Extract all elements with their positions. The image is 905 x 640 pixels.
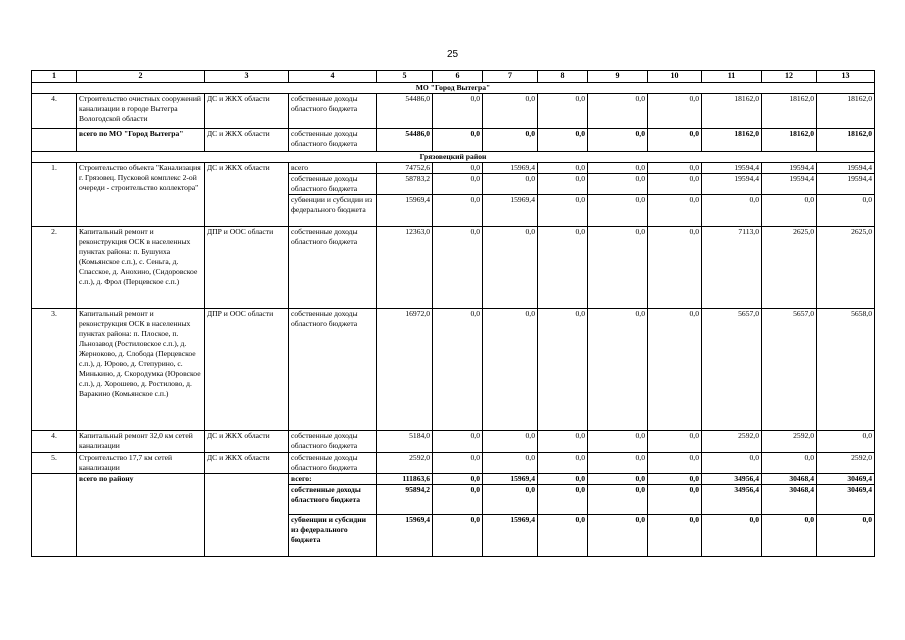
total-row (32, 129, 875, 152)
column-header: 3 (205, 71, 289, 83)
value-cell: 0,0 (588, 485, 648, 515)
value-cell: 95894,2 (377, 485, 433, 515)
funding-source: собственные доходы областного бюджета (289, 309, 377, 431)
value-cell: 0,0 (483, 453, 538, 474)
value-cell: 0,0 (538, 309, 588, 431)
value-cell: 5658,0 (817, 309, 875, 431)
column-header: 13 (817, 71, 875, 83)
row-number: 4. (32, 94, 77, 129)
funding-source: всего (289, 163, 377, 174)
value-cell: 0,0 (483, 309, 538, 431)
budget-table (31, 70, 875, 557)
column-header: 8 (538, 71, 588, 83)
value-cell: 16972,0 (377, 309, 433, 431)
column-header: 9 (588, 71, 648, 83)
value-cell: 0,0 (433, 485, 483, 515)
value-cell: 0,0 (817, 431, 875, 453)
value-cell: 0,0 (762, 515, 817, 557)
section-title-row (32, 83, 875, 94)
value-cell: 0,0 (433, 195, 483, 227)
value-cell: 19594,4 (817, 174, 875, 195)
value-cell: 0,0 (648, 485, 702, 515)
responsible (205, 474, 289, 557)
value-cell: 0,0 (538, 227, 588, 309)
value-cell: 0,0 (762, 453, 817, 474)
funding-source: субвенции и субсидии из федерального бюджета (289, 195, 377, 227)
column-header: 7 (483, 71, 538, 83)
value-cell: 5184,0 (377, 431, 433, 453)
value-cell: 5657,0 (762, 309, 817, 431)
value-cell: 7113,0 (702, 227, 762, 309)
measure-name: Капитальный ремонт и реконструкция ОСК в населенных пунктах района: п. Бушуиха (Комьянское с.п.), с. Сеньга, д. Спасское, д. Анохино, (Сидоровское с.п.), д. Фрол (Перцевское с.п.) (77, 227, 205, 309)
value-cell: 0,0 (483, 129, 538, 152)
row-number: 3. (32, 309, 77, 431)
responsible: ДПР и ООС области (205, 227, 289, 309)
value-cell: 0,0 (648, 309, 702, 431)
responsible: ДС и ЖКХ области (205, 453, 289, 474)
responsible: ДПР и ООС области (205, 309, 289, 431)
value-cell: 15969,4 (483, 195, 538, 227)
value-cell: 2592,0 (702, 431, 762, 453)
table-header-row (32, 71, 875, 83)
value-cell: 0,0 (588, 474, 648, 485)
value-cell: 30469,4 (817, 474, 875, 485)
responsible: ДС и ЖКХ области (205, 431, 289, 453)
value-cell: 18162,0 (702, 129, 762, 152)
section-title: Грязовецкий район (32, 152, 875, 163)
column-header: 10 (648, 71, 702, 83)
value-cell: 18162,0 (762, 94, 817, 129)
funding-source: собственные доходы областного бюджета (289, 485, 377, 515)
value-cell: 0,0 (433, 94, 483, 129)
table-row (32, 163, 875, 174)
table-row (32, 309, 875, 431)
funding-source: субвенции и субсидии из федерального бюджета (289, 515, 377, 557)
value-cell: 0,0 (648, 174, 702, 195)
value-cell: 0,0 (648, 453, 702, 474)
value-cell: 0,0 (588, 195, 648, 227)
value-cell: 0,0 (538, 515, 588, 557)
page-number: 25 (446, 49, 459, 60)
value-cell: 0,0 (588, 94, 648, 129)
value-cell: 19594,4 (817, 163, 875, 174)
value-cell: 0,0 (433, 174, 483, 195)
value-cell: 0,0 (538, 195, 588, 227)
column-header: 4 (289, 71, 377, 83)
value-cell: 0,0 (817, 515, 875, 557)
total-row (32, 474, 875, 485)
value-cell: 30469,4 (817, 485, 875, 515)
column-header: 1 (32, 71, 77, 83)
value-cell: 0,0 (648, 474, 702, 485)
table-row (32, 431, 875, 453)
value-cell: 0,0 (817, 195, 875, 227)
value-cell: 0,0 (433, 515, 483, 557)
value-cell: 0,0 (538, 431, 588, 453)
measure-name: Капитальный ремонт 32,0 км сетей канализации (77, 431, 205, 453)
value-cell: 0,0 (648, 94, 702, 129)
value-cell: 0,0 (538, 474, 588, 485)
value-cell: 0,0 (648, 129, 702, 152)
value-cell: 18162,0 (762, 129, 817, 152)
value-cell: 0,0 (433, 227, 483, 309)
value-cell: 0,0 (483, 174, 538, 195)
funding-source: собственные доходы областного бюджета (289, 227, 377, 309)
value-cell: 18162,0 (702, 94, 762, 129)
value-cell: 15969,4 (483, 515, 538, 557)
value-cell: 0,0 (483, 431, 538, 453)
row-number: 1. (32, 163, 77, 227)
value-cell: 0,0 (538, 94, 588, 129)
value-cell: 0,0 (588, 227, 648, 309)
value-cell: 0,0 (702, 453, 762, 474)
value-cell: 0,0 (588, 431, 648, 453)
value-cell: 54486,0 (377, 129, 433, 152)
section-title: МО "Город Вытегра" (32, 83, 875, 94)
responsible: ДС и ЖКХ области (205, 94, 289, 129)
measure-name: Капитальный ремонт и реконструкция ОСК в населенных пунктах района: п. Плоское, п. Льнозавод (Ростиловское с.п.), д. Жерноково, д. Слобода (Перцевское с.п.), д. Юрово, д. Степурино, с. Минькино, д. Скородумка (Юровское с.п.), д. Хорошево, д. Ростилово, д. Варакино (Комьянское с.п.) (77, 309, 205, 431)
column-header: 6 (433, 71, 483, 83)
value-cell: 15969,4 (377, 195, 433, 227)
value-cell: 0,0 (483, 94, 538, 129)
column-header: 12 (762, 71, 817, 83)
value-cell: 19594,4 (762, 163, 817, 174)
value-cell: 0,0 (588, 453, 648, 474)
value-cell: 0,0 (538, 129, 588, 152)
value-cell: 2625,0 (817, 227, 875, 309)
row-number (32, 474, 77, 557)
value-cell: 0,0 (648, 227, 702, 309)
row-number: 4. (32, 431, 77, 453)
value-cell: 0,0 (588, 515, 648, 557)
column-header: 11 (702, 71, 762, 83)
value-cell: 2592,0 (377, 453, 433, 474)
value-cell: 74752,6 (377, 163, 433, 174)
row-number (32, 129, 77, 152)
value-cell: 2625,0 (762, 227, 817, 309)
value-cell: 0,0 (762, 195, 817, 227)
value-cell: 15969,4 (483, 474, 538, 485)
column-header: 5 (377, 71, 433, 83)
value-cell: 2592,0 (762, 431, 817, 453)
value-cell: 19594,4 (762, 174, 817, 195)
funding-source: собственные доходы областного бюджета (289, 453, 377, 474)
measure-name: Строительство очистных сооружений канализации в городе Вытегра Вологодской области (77, 94, 205, 129)
value-cell: 19594,4 (702, 174, 762, 195)
value-cell: 30468,4 (762, 474, 817, 485)
value-cell: 0,0 (538, 174, 588, 195)
value-cell: 0,0 (433, 309, 483, 431)
value-cell: 0,0 (483, 227, 538, 309)
value-cell: 34956,4 (702, 474, 762, 485)
value-cell: 58783,2 (377, 174, 433, 195)
value-cell: 0,0 (588, 309, 648, 431)
value-cell: 5657,0 (702, 309, 762, 431)
value-cell: 0,0 (433, 163, 483, 174)
measure-name: Строительство объекта "Канализация г. Грязовец. Пусковой комплекс 2-ой очереди - строительство коллектора" (77, 163, 205, 227)
column-header: 2 (77, 71, 205, 83)
value-cell: 2592,0 (817, 453, 875, 474)
value-cell: 19594,4 (702, 163, 762, 174)
value-cell: 18162,0 (817, 129, 875, 152)
row-number: 5. (32, 453, 77, 474)
funding-source: всего: (289, 474, 377, 485)
value-cell: 0,0 (433, 431, 483, 453)
table-row (32, 227, 875, 309)
value-cell: 54486,0 (377, 94, 433, 129)
value-cell: 0,0 (538, 485, 588, 515)
funding-source: собственные доходы областного бюджета (289, 174, 377, 195)
value-cell: 0,0 (648, 163, 702, 174)
value-cell: 18162,0 (817, 94, 875, 129)
value-cell: 0,0 (648, 431, 702, 453)
value-cell: 12363,0 (377, 227, 433, 309)
responsible: ДС и ЖКХ области (205, 163, 289, 227)
value-cell: 0,0 (648, 195, 702, 227)
value-cell: 0,0 (648, 515, 702, 557)
value-cell: 0,0 (588, 163, 648, 174)
responsible: ДС и ЖКХ области (205, 129, 289, 152)
value-cell: 0,0 (433, 129, 483, 152)
funding-source: собственные доходы областного бюджета (289, 129, 377, 152)
value-cell: 0,0 (702, 195, 762, 227)
value-cell: 0,0 (588, 129, 648, 152)
value-cell: 30468,4 (762, 485, 817, 515)
funding-source: собственные доходы областного бюджета (289, 431, 377, 453)
value-cell: 15969,4 (483, 163, 538, 174)
value-cell: 0,0 (483, 485, 538, 515)
table-row (32, 453, 875, 474)
section-title-row (32, 152, 875, 163)
measure-name: всего по району (77, 474, 205, 557)
funding-source: собственные доходы областного бюджета (289, 94, 377, 129)
row-number: 2. (32, 227, 77, 309)
measure-name: всего по МО "Город Вытегра" (77, 129, 205, 152)
measure-name: Строительство 17,7 км сетей канализации (77, 453, 205, 474)
value-cell: 0,0 (588, 174, 648, 195)
table-row (32, 94, 875, 129)
value-cell: 34956,4 (702, 485, 762, 515)
value-cell: 0,0 (433, 474, 483, 485)
value-cell: 0,0 (433, 453, 483, 474)
value-cell: 0,0 (538, 453, 588, 474)
value-cell: 15969,4 (377, 515, 433, 557)
value-cell: 0,0 (538, 163, 588, 174)
value-cell: 111863,6 (377, 474, 433, 485)
value-cell: 0,0 (702, 515, 762, 557)
